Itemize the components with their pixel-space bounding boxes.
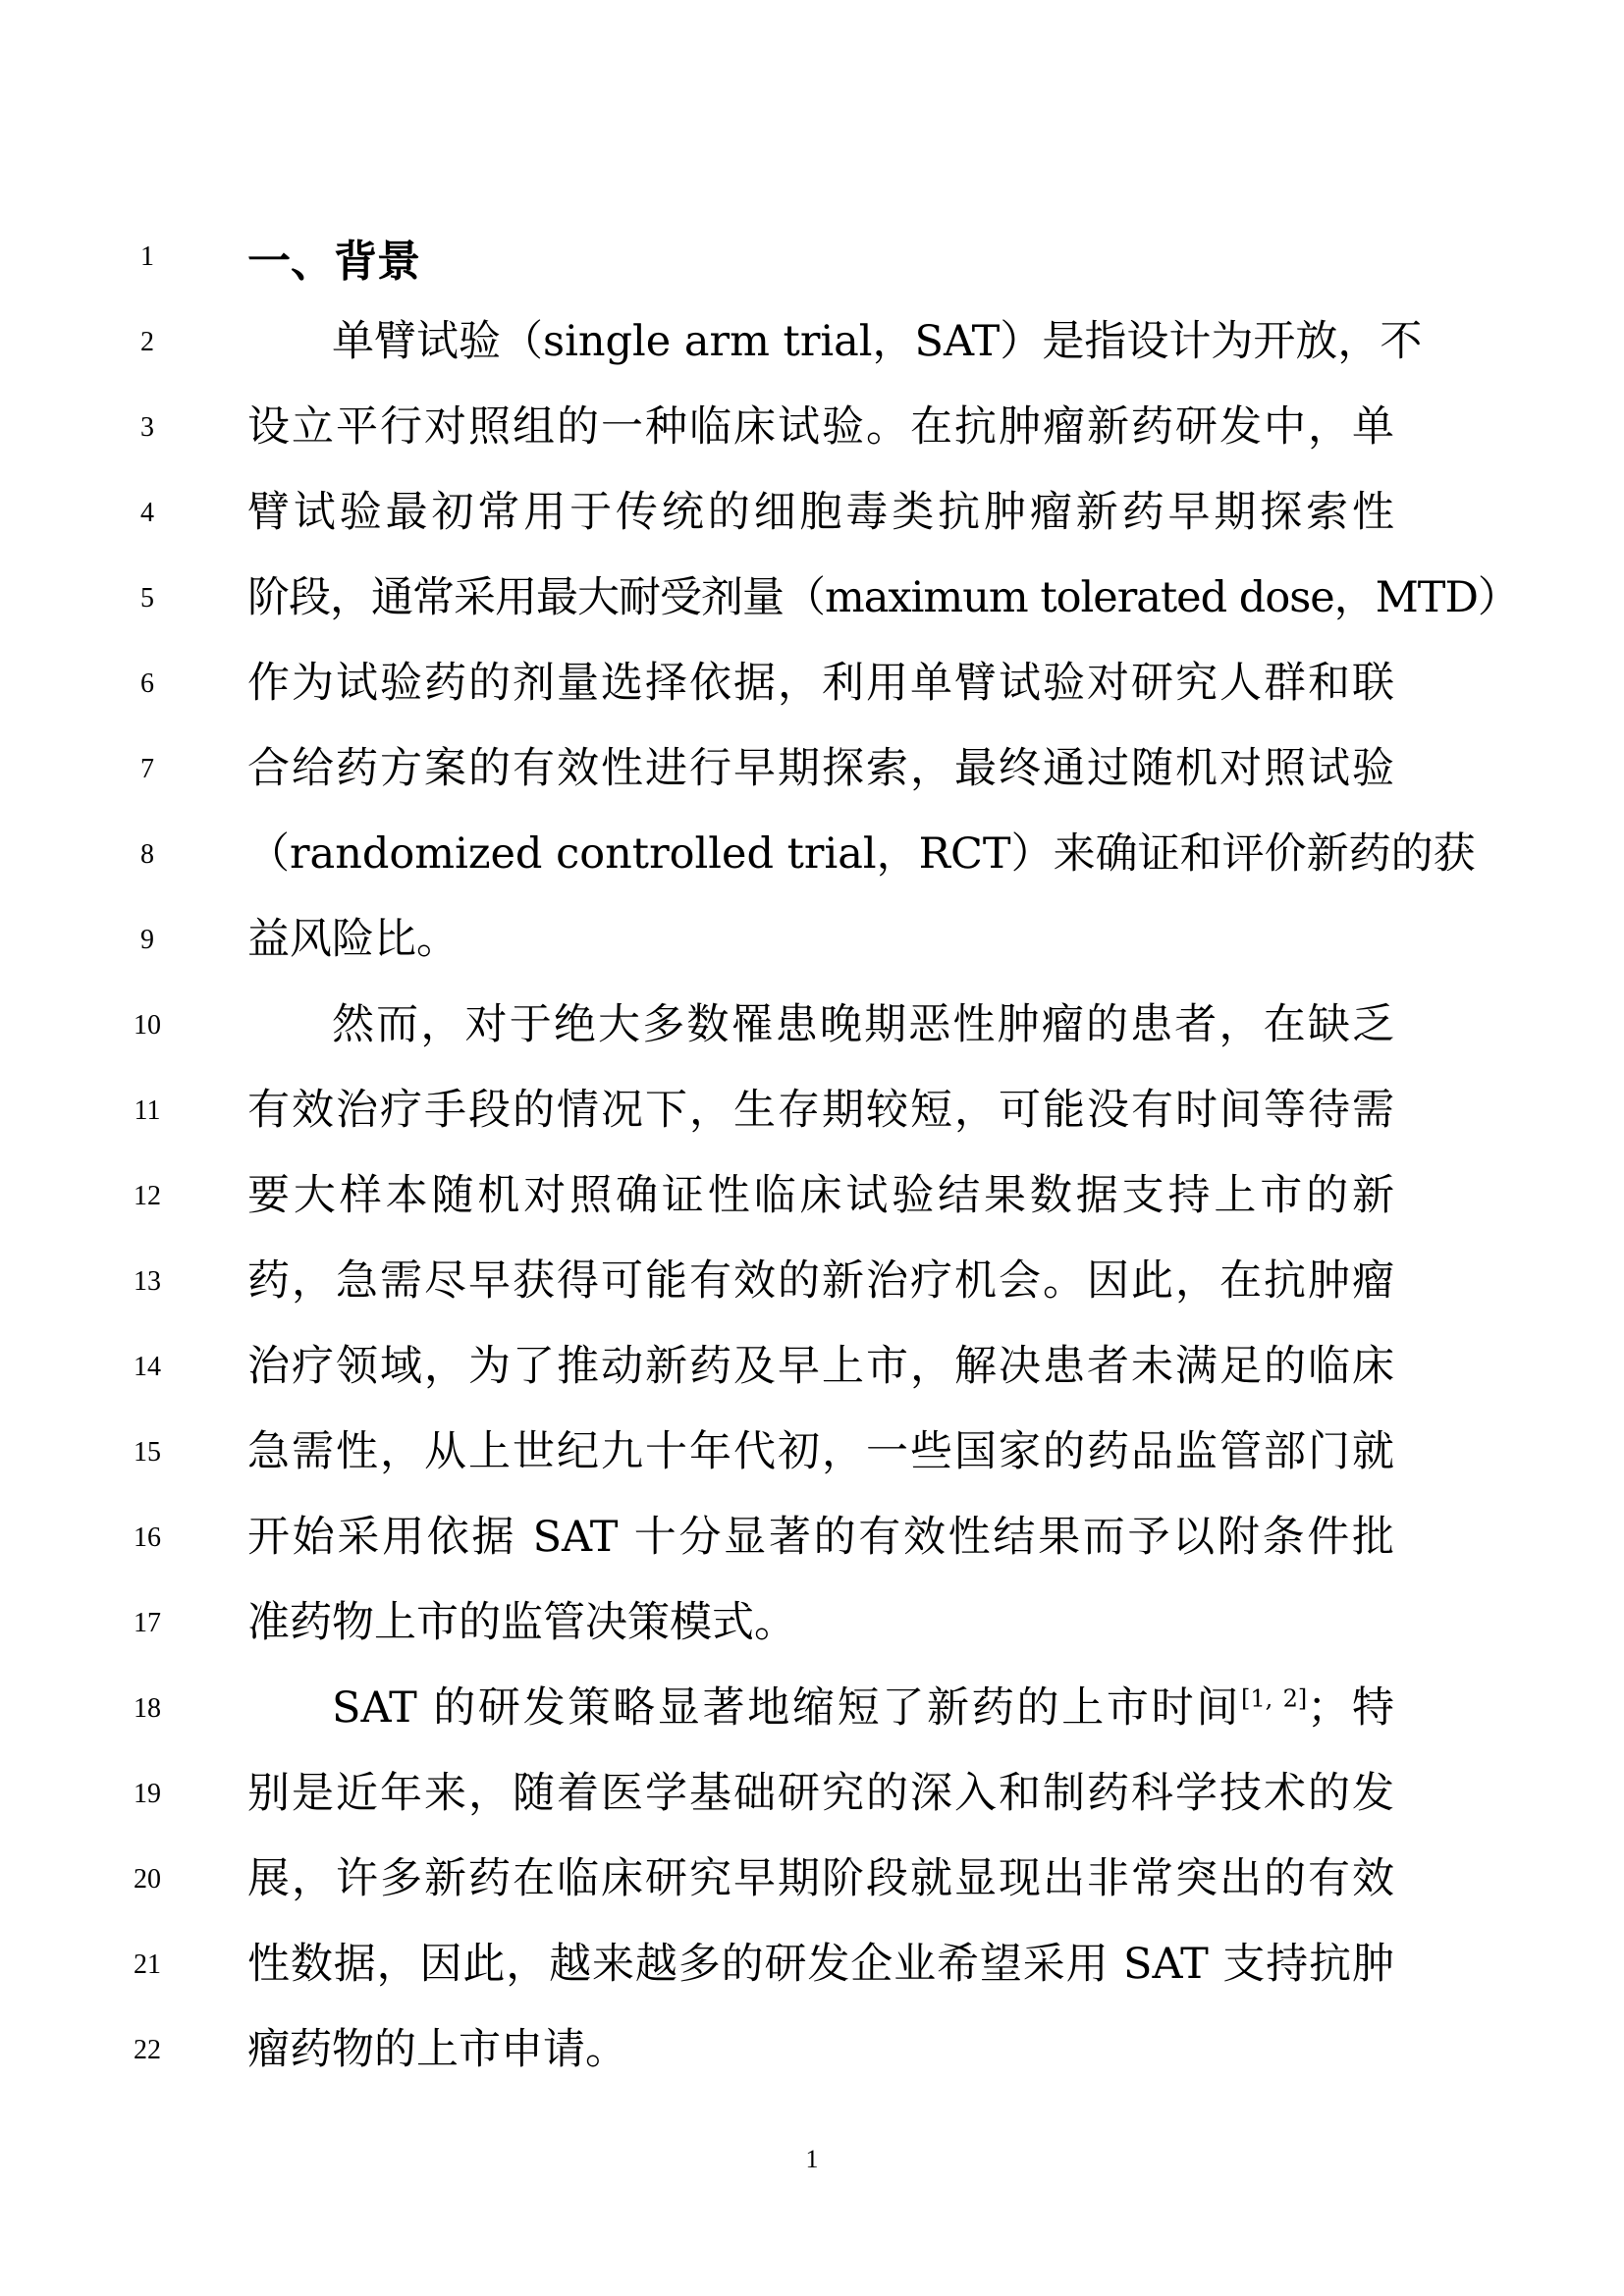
paragraph-line [332,1680,1394,1736]
line-5 [0,565,1624,634]
line-number: 21 [134,1949,161,1980]
line-number: 22 [134,2035,161,2065]
citation-reference[interactable]: [1, 2] [1241,1684,1308,1713]
line-number: 4 [140,498,154,528]
line-number: 3 [140,412,154,443]
paragraph-line: 臂试验最初常用于传统的细胞毒类抗肿瘤新药早期探索性 [247,488,1394,537]
paragraph-line: 别是近年来，随着医学基础研究的深入和制药科学技术的发 [247,1769,1394,1818]
paragraph-line: 瘤药物的上市申请。 [247,2025,627,2074]
paragraph-line: 性数据，因此，越来越多的研发企业希望采用 SAT 支持抗肿 [247,1940,1394,1989]
line-22 [0,2017,1624,2086]
paragraph-line: 药，急需尽早获得可能有效的新治疗机会。因此，在抗肿瘤 [247,1256,1394,1306]
line-8 [0,822,1624,890]
line-number: 19 [134,1779,161,1809]
line-number: 18 [134,1693,161,1724]
line-14 [0,1334,1624,1403]
page-number: 1 [805,2145,819,2173]
line-number: 1 [140,241,154,272]
line-15 [0,1419,1624,1488]
line-18 [0,1676,1624,1744]
paragraph-line: 要大样本随机对照确证性临床试验结果数据支持上市的新 [247,1171,1394,1220]
paragraph-line: 开始采用依据 SAT 十分显著的有效性结果而予以附条件批 [247,1513,1394,1562]
line-13 [0,1249,1624,1317]
line-16 [0,1505,1624,1574]
section-heading: 一、背景 [247,237,420,287]
paragraph-line: 设立平行对照组的一种临床试验。在抗肿瘤新药研发中，单 [247,402,1394,452]
line-number: 20 [134,1864,161,1895]
line-number: 6 [140,668,154,699]
line-number: 13 [134,1266,161,1297]
paragraph-line: 作为试验药的剂量选择依据，利用单臂试验对研究人群和联 [247,659,1394,708]
line-number: 5 [140,583,154,614]
paragraph-line: 然而，对于绝大多数罹患晚期恶性肿瘤的患者，在缺乏 [332,1000,1394,1049]
paragraph-line: 治疗领域，为了推动新药及早上市，解决患者未满足的临床 [247,1342,1394,1391]
line-21 [0,1932,1624,2001]
paragraph-line: 阶段，通常采用最大耐受剂量（maximum tolerated dose，MTD） [247,573,1519,622]
line-number: 9 [140,925,154,955]
line-number: 14 [134,1352,161,1382]
line-number: 7 [140,754,154,784]
paragraph-line: 有效治疗手段的情况下，生存期较短，可能没有时间等待需 [247,1086,1394,1135]
paragraph-line: 急需性，从上世纪九十年代初，一些国家的药品监管部门就 [247,1427,1394,1476]
paragraph-line: 展，许多新药在临床研究早期阶段就显现出非常突出的有效 [247,1854,1394,1903]
line-number: 8 [140,839,154,870]
line-7 [0,736,1624,805]
paragraph-line: 准药物上市的监管决策模式。 [247,1598,796,1647]
line-text: SAT 的研发策略显著地缩短了新药的上市时间 [332,1683,1242,1733]
line-10 [0,992,1624,1061]
line-number: 2 [140,327,154,357]
line-number: 11 [134,1095,161,1126]
line-text-tail: ；特 [1307,1683,1395,1733]
line-3 [0,395,1624,463]
paragraph-line: （randomized controlled trial，RCT）来确证和评价新药的获 [247,829,1476,879]
line-number: 10 [134,1010,161,1041]
line-11 [0,1078,1624,1147]
line-4 [0,480,1624,549]
line-1 [0,224,1624,293]
paragraph-line: 单臂试验（single arm trial，SAT）是指设计为开放，不 [332,317,1423,366]
line-17 [0,1590,1624,1659]
line-number: 16 [134,1522,161,1553]
line-20 [0,1846,1624,1915]
line-number: 15 [134,1437,161,1468]
line-19 [0,1761,1624,1830]
line-number: 17 [134,1608,161,1638]
paragraph-line: 合给药方案的有效性进行早期探索，最终通过随机对照试验 [247,744,1394,793]
line-2 [0,309,1624,378]
paragraph-line: 益风险比。 [247,915,459,964]
line-12 [0,1163,1624,1232]
line-6 [0,651,1624,720]
line-number: 12 [134,1181,161,1211]
line-9 [0,907,1624,976]
